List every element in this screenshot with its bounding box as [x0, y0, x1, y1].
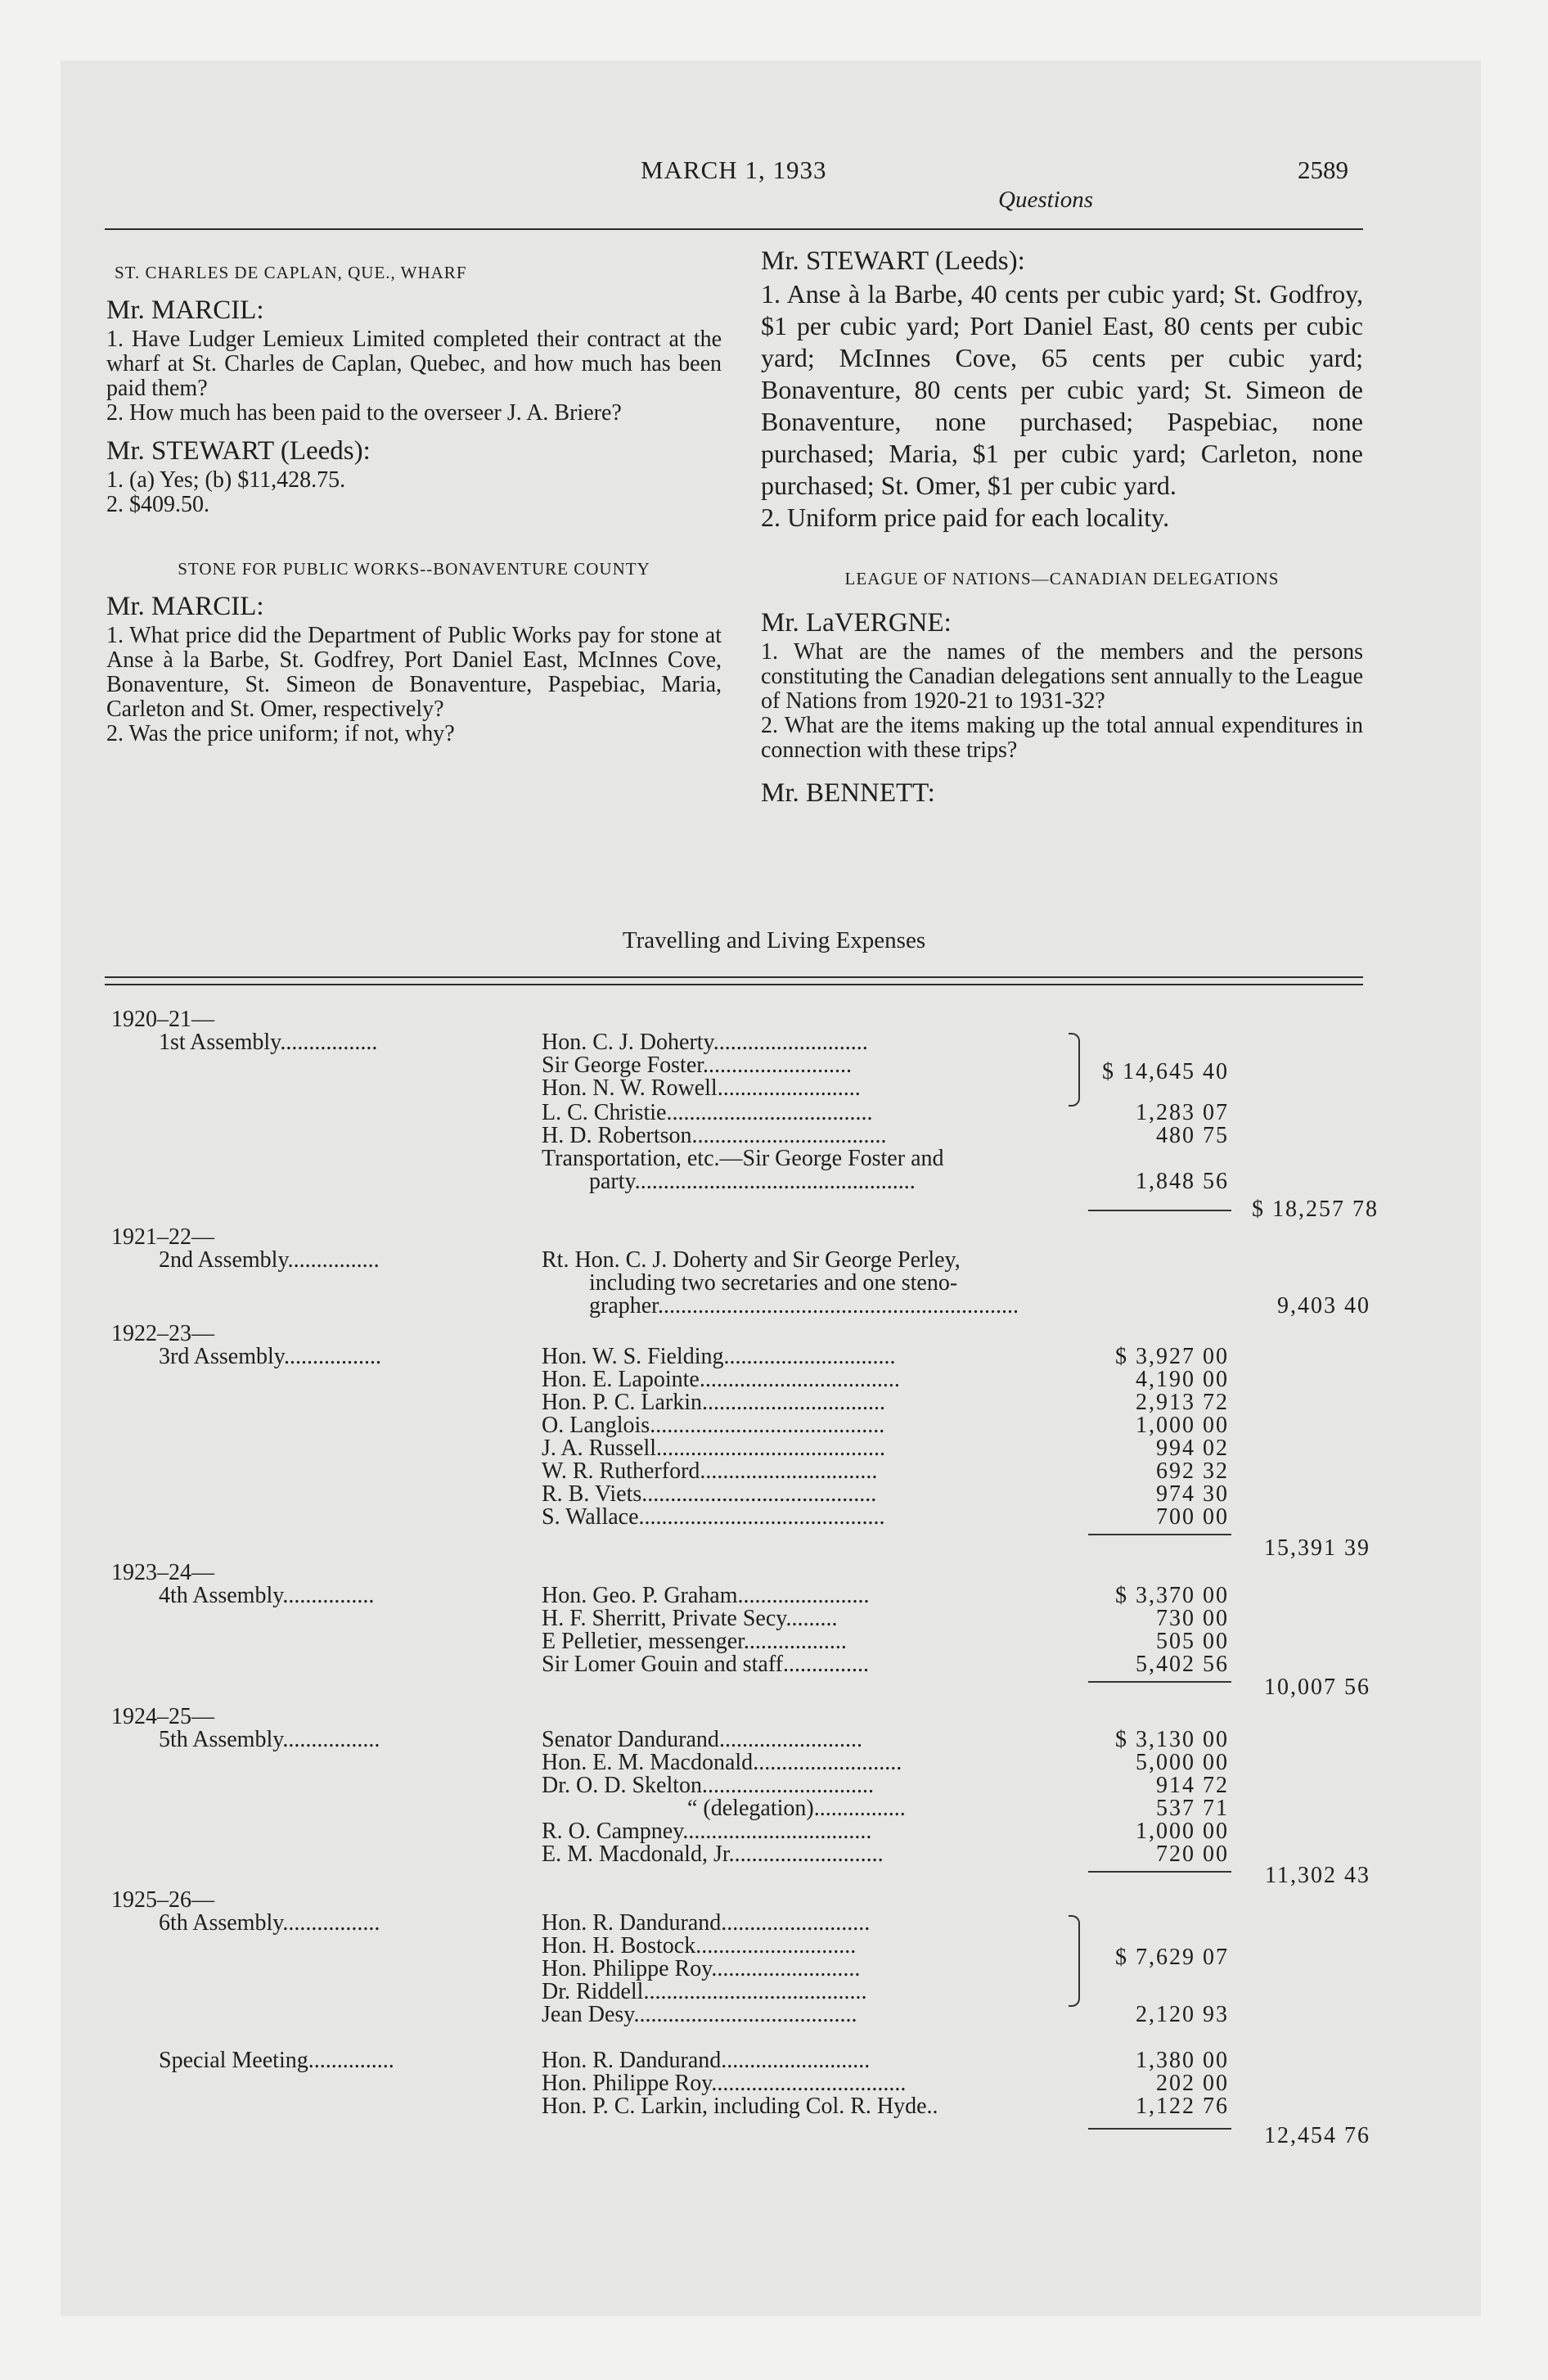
total: 11,302 43	[1265, 1863, 1370, 1888]
delegate: party.................................................	[589, 1169, 916, 1194]
brace	[1069, 1915, 1080, 2007]
amount: 1,848 56	[1136, 1169, 1229, 1194]
delegate-name: Hon. H. Bostock	[542, 1933, 696, 1959]
amount: 914 72	[1156, 1773, 1229, 1798]
delegate-name: L. C. Christie	[542, 1100, 667, 1125]
assembly-name: 5th Assembly	[159, 1727, 283, 1752]
delegate: H. D. Robertson..................................	[542, 1123, 887, 1148]
delegate: “ (delegation)................	[687, 1796, 906, 1821]
total: 10,007 56	[1264, 1675, 1370, 1700]
question-1: 1. What price did the Department of Public Works pay for stone at Anse à la Barbe, St. Godfrey, Port Daniel East, McInnes Cove, Bonaventure, St. Simeon de Bonaventure, Paspebiac, Maria, Carleton and St. Omer, respectively?	[106, 623, 722, 722]
amount: 537 71	[1156, 1796, 1229, 1821]
delegate: Hon. Philippe Roy..................................	[542, 2071, 907, 2096]
delegate-name: Hon. C. J. Doherty	[542, 1030, 713, 1055]
amount: $ 3,130 00	[1115, 1727, 1229, 1752]
delegate: Hon. P. C. Larkin................................	[542, 1390, 885, 1415]
delegate: E Pelletier, messenger..................	[542, 1629, 847, 1654]
delegate: S. Wallace...........................................	[542, 1504, 885, 1530]
section-title: Questions	[998, 187, 1093, 213]
delegate-name: Dr. Riddell	[542, 1979, 644, 2004]
delegate-name: O. Langlois	[542, 1413, 650, 1438]
amount: 480 75	[1156, 1123, 1229, 1148]
answer-1: 1. (a) Yes; (b) $11,428.75.	[106, 467, 346, 493]
amount: 5,000 00	[1136, 1750, 1229, 1775]
amount: 692 32	[1156, 1458, 1229, 1484]
delegate: grapher...............................................................	[589, 1293, 1019, 1318]
amount: 2,120 93	[1136, 2002, 1229, 2027]
delegate-name: J. A. Russell	[542, 1436, 657, 1461]
delegate: Hon. P. C. Larkin, including Col. R. Hyde..	[542, 2094, 938, 2119]
amount: $ 3,927 00	[1115, 1344, 1229, 1369]
delegate: Rt. Hon. C. J. Doherty and Sir George Perley,	[542, 1247, 961, 1273]
delegate: O. Langlois.........................................	[542, 1413, 885, 1438]
delegate: Jean Desy.......................................	[542, 2002, 857, 2027]
year-label: 1922–23—	[111, 1321, 214, 1346]
delegate: Sir George Foster..........................	[542, 1053, 853, 1078]
assembly-label: 3rd Assembly.................	[159, 1344, 381, 1369]
delegate: R. B. Viets.........................................	[542, 1481, 877, 1507]
subtotal-rule	[1088, 1681, 1231, 1683]
delegate: L. C. Christie....................................	[542, 1100, 873, 1125]
amount: 2,913 72	[1136, 1390, 1229, 1415]
amount: 1,380 00	[1136, 2048, 1229, 2073]
total: 12,454 76	[1264, 2123, 1370, 2148]
delegate: Hon. C. J. Doherty...........................	[542, 1030, 868, 1055]
delegate-name: Sir Lomer Gouin and staff	[542, 1652, 783, 1677]
amount: 1,000 00	[1136, 1413, 1229, 1438]
year-label: 1920–21—	[111, 1007, 214, 1032]
delegate-name: Hon. Geo. P. Graham	[542, 1583, 738, 1608]
assembly-label: 1st Assembly.................	[159, 1030, 378, 1055]
delegate-name: Hon. E. Lapointe	[542, 1367, 700, 1392]
delegate-name: Sir George Foster	[542, 1053, 704, 1078]
total: $ 18,257 78	[1252, 1197, 1379, 1222]
assembly-name: 2nd Assembly	[159, 1247, 288, 1273]
delegate: W. R. Rutherford...............................	[542, 1458, 878, 1484]
delegate-name: H. D. Robertson	[542, 1123, 692, 1148]
answer-2: 2. $409.50.	[106, 492, 209, 517]
question-1: 1. Have Ludger Lemieux Limited completed their contract at the wharf at St. Charles de Caplan, Quebec, and how much has been paid them?	[106, 327, 722, 401]
delegate: Hon. H. Bostock............................	[542, 1933, 857, 1959]
subtotal-rule	[1088, 1534, 1231, 1535]
section-heading-league: LEAGUE OF NATIONS—CANADIAN DELEGATIONS	[844, 569, 1280, 588]
delegate: E. M. Macdonald, Jr...........................	[542, 1841, 884, 1867]
delegate-name: Hon. Philippe Roy	[542, 2071, 712, 2096]
delegate-name: W. R. Rutherford	[542, 1458, 700, 1484]
delegate: including two secretaries and one steno-	[589, 1270, 958, 1296]
delegate-name: party	[589, 1169, 635, 1194]
amount: 974 30	[1156, 1481, 1229, 1507]
question-1: 1. What are the names of the members and the persons constituting the Canadian delegations sent annually to the League of Nations from 1920-21 to 1931-32?	[761, 639, 1363, 714]
speaker-stewart: Mr. STEWART (Leeds):	[106, 436, 371, 466]
speaker-stewart: Mr. STEWART (Leeds):	[761, 246, 1025, 276]
page-number: 2589	[1298, 156, 1348, 184]
assembly-name: 1st Assembly	[159, 1030, 281, 1055]
amount: $ 14,645 40	[1102, 1059, 1229, 1084]
delegate-name: Hon. N. W. Rowell	[542, 1075, 718, 1101]
delegate-name: Hon. P. C. Larkin	[542, 1390, 702, 1415]
delegate: Hon. R. Dandurand..........................	[542, 1910, 871, 1936]
delegate: Senator Dandurand.........................	[542, 1727, 862, 1752]
delegate-name: H. F. Sherritt, Private Secy	[542, 1606, 786, 1631]
delegate: Hon. E. Lapointe...................................	[542, 1367, 900, 1392]
delegate-name: grapher	[589, 1293, 658, 1318]
subtotal-rule	[1088, 1210, 1231, 1211]
delegate-name: Hon. Philippe Roy	[542, 1956, 712, 1981]
delegate-name: R. O. Campney	[542, 1819, 683, 1844]
amount: 5,402 56	[1136, 1652, 1229, 1677]
total: 9,403 40	[1277, 1293, 1370, 1318]
assembly-label: 5th Assembly.................	[159, 1727, 380, 1752]
section-heading-stone: STONE FOR PUBLIC WORKS--BONAVENTURE COUNTY	[178, 559, 650, 579]
delegate-name: Hon. R. Dandurand	[542, 2048, 722, 2073]
assembly-name: 4th Assembly	[159, 1583, 283, 1608]
answer-1: 1. Anse à la Barbe, 40 cents per cubic yard; St. Godfroy, $1 per cubic yard; Port Daniel East, 80 cents per cubic yard; McInnes Cove, 65 cents per cubic yard; Bonaventure, 80 cents per cubic yard; St. Simeon de Bonaventure, none purchased; Paspebiac, none purchased; Maria, $1 per cubic yard; Carleton, none purchased; St. Omer, $1 per cubic yard.	[761, 279, 1363, 500]
delegate-name: Hon. R. Dandurand	[542, 1910, 722, 1936]
assembly-label: 4th Assembly................	[159, 1583, 375, 1608]
amount: 730 00	[1156, 1606, 1229, 1631]
delegate-name: “ (delegation)	[687, 1796, 814, 1821]
delegate-name: Hon. P. C. Larkin, including Col. R. Hyde	[542, 2094, 927, 2119]
subtotal-rule	[1088, 2128, 1231, 2130]
delegate: Sir Lomer Gouin and staff...............	[542, 1652, 869, 1677]
section-heading-wharf: ST. CHARLES DE CAPLAN, QUE., WHARF	[115, 263, 467, 282]
year-label: 1923–24—	[111, 1560, 214, 1585]
delegate-name: Senator Dandurand	[542, 1727, 719, 1752]
delegate-name: R. B. Viets	[542, 1481, 642, 1507]
speaker-marcil: Mr. MARCIL:	[106, 295, 264, 325]
table-title: Travelling and Living Expenses	[622, 927, 926, 953]
amount: $ 7,629 07	[1115, 1945, 1229, 1970]
subtotal-rule	[1088, 1871, 1231, 1873]
delegate-name: Jean Desy	[542, 2002, 634, 2027]
year-label: 1924–25—	[111, 1704, 214, 1729]
delegate: Hon. N. W. Rowell.........................	[542, 1075, 861, 1101]
delegate: Hon. W. S. Fielding..............................	[542, 1344, 896, 1369]
amount: 994 02	[1156, 1436, 1229, 1461]
delegate: J. A. Russell........................................	[542, 1436, 886, 1461]
question-2: 2. How much has been paid to the overseer J. A. Briere?	[106, 400, 622, 426]
speaker-lavergne: Mr. LaVERGNE:	[761, 608, 952, 638]
delegate: Hon. R. Dandurand..........................	[542, 2048, 871, 2073]
total: 15,391 39	[1264, 1535, 1370, 1561]
brace	[1069, 1033, 1080, 1107]
amount: 1,283 07	[1136, 1100, 1229, 1125]
delegate-name: Hon. E. M. Macdonald	[542, 1750, 754, 1775]
amount: 700 00	[1156, 1504, 1229, 1530]
assembly-label: 2nd Assembly................	[159, 1247, 380, 1273]
question-2: 2. What are the items making up the total annual expenditures in connection with these trips?	[761, 713, 1363, 763]
delegate: H. F. Sherritt, Private Secy.........	[542, 1606, 838, 1631]
assembly-name: 3rd Assembly	[159, 1344, 284, 1369]
speaker-marcil: Mr. MARCIL:	[106, 592, 264, 621]
delegate: Transportation, etc.—Sir George Foster and	[542, 1146, 944, 1171]
speaker-bennett: Mr. BENNETT:	[761, 778, 935, 808]
assembly-name: 6th Assembly	[159, 1910, 283, 1936]
delegate-name: E Pelletier, messenger	[542, 1629, 744, 1654]
delegate: Dr. Riddell.......................................	[542, 1979, 867, 2004]
assembly-label: Special Meeting...............	[159, 2048, 394, 2073]
assembly-name: Special Meeting	[159, 2048, 308, 2073]
amount: 1,000 00	[1136, 1819, 1229, 1844]
delegate-name: Hon. W. S. Fielding	[542, 1344, 724, 1369]
amount: 720 00	[1156, 1841, 1229, 1867]
delegate: Hon. E. M. Macdonald..........................	[542, 1750, 902, 1775]
delegate: Dr. O. D. Skelton..............................	[542, 1773, 874, 1798]
amount: 202 00	[1156, 2071, 1229, 2096]
year-label: 1921–22—	[111, 1224, 214, 1250]
answer-2: 2. Uniform price paid for each locality.	[761, 503, 1170, 532]
delegate: R. O. Campney.................................	[542, 1819, 872, 1844]
amount: 505 00	[1156, 1629, 1229, 1654]
assembly-label: 6th Assembly.................	[159, 1910, 380, 1936]
year-label: 1925–26—	[111, 1887, 214, 1913]
amount: 1,122 76	[1136, 2094, 1229, 2119]
question-2: 2. Was the price uniform; if not, why?	[106, 721, 455, 746]
page-date: MARCH 1, 1933	[641, 156, 827, 184]
amount: $ 3,370 00	[1115, 1583, 1229, 1608]
delegate-name: S. Wallace	[542, 1504, 639, 1530]
delegate: Hon. Philippe Roy..........................	[542, 1956, 861, 1981]
amount: 4,190 00	[1136, 1367, 1229, 1392]
delegate-name: Dr. O. D. Skelton	[542, 1773, 702, 1798]
delegate-name: E. M. Macdonald, Jr.	[542, 1841, 735, 1867]
delegate: Hon. Geo. P. Graham.......................	[542, 1583, 870, 1608]
